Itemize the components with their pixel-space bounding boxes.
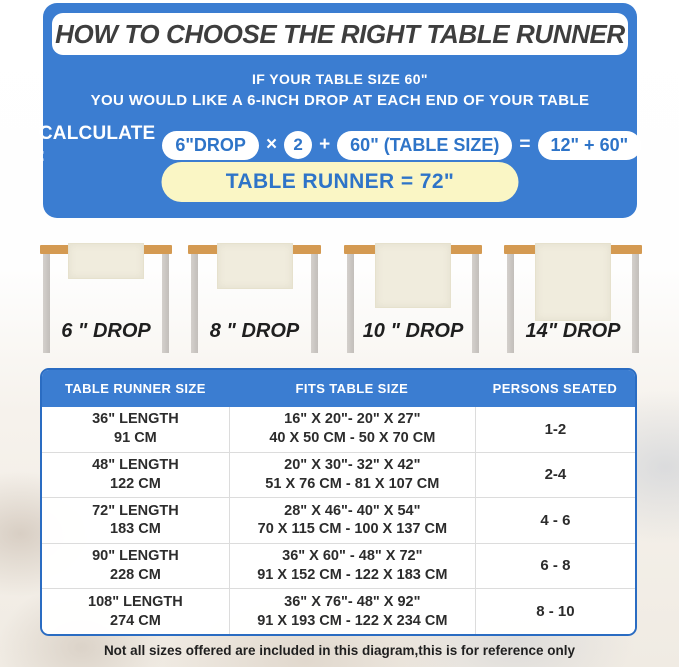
table-row	[42, 588, 635, 634]
calculate-label: CALCULATE :	[38, 123, 156, 166]
persons-cell	[475, 407, 635, 452]
runner-size-cell	[42, 453, 229, 498]
fits-size-cell	[229, 498, 475, 543]
runner-drape	[375, 243, 451, 308]
runner-drape	[68, 243, 144, 279]
persons-value: 6 - 8	[540, 557, 571, 575]
fits-size-cell	[229, 544, 475, 589]
drop-label: 10 " DROP	[362, 320, 464, 342]
factor-circle: 2	[284, 131, 312, 159]
runner-drape	[535, 243, 611, 321]
page-title: HOW TO CHOOSE THE RIGHT TABLE RUNNER	[55, 18, 625, 49]
fits-size-inches: 20" X 30"- 32" X 42"	[284, 457, 421, 474]
plus-operator: +	[319, 134, 331, 155]
drop-label: 6 " DROP	[61, 320, 151, 342]
fits-size-cell	[229, 407, 475, 452]
fits-size-inches: 36" X 76"- 48" X 92"	[284, 593, 421, 610]
size-table-header	[42, 370, 635, 407]
persons-value: 2-4	[544, 466, 567, 484]
persons-cell	[475, 498, 635, 543]
title-banner	[52, 13, 628, 55]
fits-size-inches: 36" X 60" - 48" X 72"	[282, 548, 423, 565]
fits-size-inches: 28" X 46"- 40" X 54"	[284, 502, 421, 519]
fits-size-inches: 16" X 20"- 20" X 27"	[284, 411, 421, 428]
table-row	[42, 452, 635, 498]
persons-cell	[475, 544, 635, 589]
size-table	[40, 368, 637, 636]
table-row	[42, 543, 635, 589]
table-figure-14-drop	[504, 243, 642, 355]
subtitle-line-2: YOU WOULD LIKE A 6-INCH DROP AT EACH END OF YOUR TABLE	[90, 92, 590, 109]
runner-size-cm: 91 CM	[114, 430, 157, 447]
runner-size-cm: 228 CM	[110, 567, 161, 584]
runner-size-inches: 72" LENGTH	[92, 502, 179, 519]
multiply-operator: ×	[265, 134, 278, 155]
persons-value: 8 - 10	[536, 602, 575, 620]
persons-value: 4 - 6	[540, 511, 571, 529]
fits-size-cm: 51 X 76 CM - 81 X 107 CM	[265, 475, 440, 492]
subtitle-line-1: IF YOUR TABLE SIZE 60"	[252, 71, 428, 87]
runner-size-inches: 108" LENGTH	[88, 593, 183, 610]
column-header-runner-size: TABLE RUNNER SIZE	[64, 381, 206, 396]
column-header-persons: PERSONS SEATED	[492, 381, 618, 396]
drop-label: 8 " DROP	[209, 320, 300, 342]
persons-cell	[475, 589, 635, 634]
persons-value: 1-2	[544, 420, 567, 438]
runner-size-inches: 90" LENGTH	[92, 548, 179, 565]
footer-note: Not all sizes offered are included in this diagram,this is for reference only	[103, 643, 576, 658]
fits-size-cell	[229, 453, 475, 498]
table-row	[42, 497, 635, 543]
runner-size-cm: 122 CM	[110, 475, 161, 492]
fits-size-cm: 91 X 152 CM - 122 X 183 CM	[257, 567, 448, 584]
column-header-fits-size: FITS TABLE SIZE	[295, 381, 409, 396]
drop-label: 14" DROP	[525, 320, 621, 342]
fits-size-cm: 70 X 115 CM - 100 X 137 CM	[257, 521, 448, 538]
result-banner	[162, 162, 519, 202]
runner-size-cm: 183 CM	[110, 521, 161, 538]
fits-size-cm: 91 X 193 CM - 122 X 234 CM	[257, 612, 448, 629]
persons-cell	[475, 453, 635, 498]
runner-size-inches: 48" LENGTH	[92, 457, 179, 474]
header-panel	[38, 3, 637, 218]
runner-size-inches: 36" LENGTH	[92, 411, 179, 428]
drop-value-pill: 6"DROP	[162, 131, 259, 160]
table-size-pill: 60" (TABLE SIZE)	[337, 131, 512, 160]
fits-size-cell	[229, 589, 475, 634]
fits-size-cm: 40 X 50 CM - 50 X 70 CM	[269, 430, 436, 447]
table-figure-6-drop	[40, 243, 172, 355]
table-figure-8-drop	[188, 243, 321, 355]
calculation-row	[38, 123, 637, 166]
table-figure-10-drop	[344, 243, 482, 355]
runner-size-cell	[42, 498, 229, 543]
runner-size-cell	[42, 407, 229, 452]
runner-size-cell	[42, 544, 229, 589]
equals-operator: =	[519, 134, 531, 155]
sum-pill: 12" + 60"	[538, 131, 642, 160]
result-text: TABLE RUNNER = 72"	[225, 170, 455, 193]
table-row	[42, 407, 635, 452]
runner-size-cell	[42, 589, 229, 634]
runner-size-cm: 274 CM	[110, 612, 161, 629]
runner-drape	[217, 243, 293, 289]
